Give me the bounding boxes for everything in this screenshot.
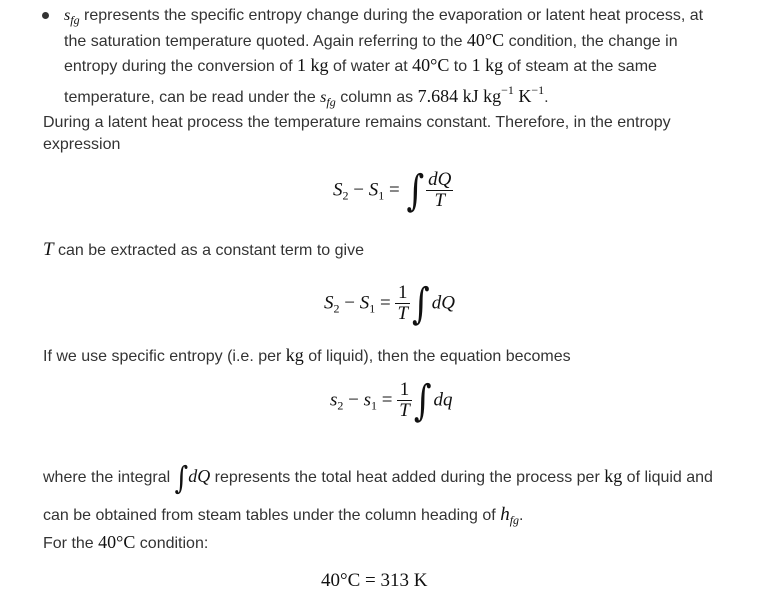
math-subscript: fg [509,513,520,527]
bullet-dot-icon [42,12,49,19]
math-temperature: 40°C [321,570,361,591]
math-operator: = [360,570,381,591]
math-operator: − [348,179,369,201]
paragraph-text: can be extracted as a constant term to give [53,242,364,259]
equation-specific-entropy [330,375,453,426]
bullet-line-3 [64,53,774,78]
integral-icon: ∫ [174,461,189,497]
math-symbol: S [368,179,379,201]
math-symbol: s [330,389,338,411]
integral-icon: ∫ [413,375,432,426]
math-value: 313 K [380,570,428,591]
fraction-denominator: T [399,400,410,421]
math-temperature: 40°C [412,55,450,75]
paragraph-text: where the integral [43,469,175,486]
math-symbol: S [359,292,370,314]
paragraph-text: For the [43,535,99,552]
math-unit: K [513,86,532,106]
paragraph-constant-term [43,239,364,262]
symbol-subscript: fg [326,95,336,109]
fraction-numerator: 1 [399,379,410,400]
math-operator: = [377,389,398,411]
equation-entropy-constant-T [324,278,455,329]
fraction-numerator: 1 [397,282,408,303]
bullet-line-1 [64,3,774,28]
paragraph-text: represents the total heat added during the process per [210,469,605,486]
math-unit: kg [285,345,304,365]
math-subscript: 2 [342,188,349,203]
math-subscript: 2 [333,301,340,316]
integrand: dQ [188,466,211,486]
math-subscript: 2 [337,398,344,413]
paragraph-text: If we use specific entropy (i.e. per [43,348,286,365]
math-operator: = [384,179,405,201]
math-subscript: 1 [369,301,376,316]
bullet-text: the saturation temperature quoted. Again referring to the [64,33,467,50]
paragraph-text: of liquid and [622,469,713,486]
bullet-text: entropy during the conversion of [64,58,298,75]
paragraph-line: During a latent heat process the temperature remains constant. Therefore, in the entropy [43,114,671,131]
symbol-subscript: fg [70,13,80,27]
bullet-text: of steam at the same [503,58,657,75]
bullet-list-item [64,3,774,109]
equation-entropy-integral [333,165,453,216]
fraction [426,170,453,211]
bullet-text: of water at [328,58,413,75]
symbol-s: s [320,89,327,106]
math-operator: = [375,292,396,314]
math-exponent: −1 [531,83,545,97]
fraction [395,283,410,324]
fraction-numerator: dQ [428,169,452,190]
integrand: dq [433,389,453,411]
math-value: 7.684 kJ kg [417,86,502,106]
fraction-denominator: T [426,190,453,211]
equation-temperature-conversion [321,570,427,592]
bullet-text: column as [335,89,418,106]
math-mass: 1 kg [297,55,329,75]
paragraph-line: expression [43,136,121,153]
math-temperature: 40°C [98,532,136,552]
paragraph-specific-entropy [43,344,571,368]
paragraph-condition [43,531,208,555]
paragraph-total-heat [43,458,713,538]
math-subscript: 1 [378,188,385,203]
bullet-text: to [449,58,472,75]
paragraph-line [43,458,713,497]
paragraph-text: . [519,507,524,524]
math-temperature: 40°C [466,30,505,50]
math-symbol: T [43,239,54,260]
bullet-text: . [544,89,549,106]
paragraph-text: of liquid), then the equation becomes [303,348,571,365]
integrand: dQ [431,292,455,314]
math-subscript: 1 [371,398,378,413]
bullet-text: temperature, can be read under the [64,89,321,106]
paragraph-latent-heat [43,112,671,156]
integral-icon: ∫ [412,278,430,329]
math-symbol: S [333,179,343,201]
fraction-denominator: T [397,303,409,324]
bullet-line-2 [64,28,774,53]
math-symbol: s [363,389,372,411]
integral-icon: ∫ [406,165,425,216]
fraction [397,380,412,421]
math-mass: 1 kg [471,55,504,75]
math-unit: kg [604,466,623,486]
bullet-line-4 [64,78,774,109]
bullet-text: represents the specific entropy change during the evaporation or latent heat process, at [79,7,704,24]
paragraph-text: condition: [135,535,209,552]
bullet-text: condition, the change in [504,33,678,50]
symbol-s: s [64,7,71,24]
math-symbol: S [324,292,334,314]
math-operator: − [343,389,364,411]
paragraph-text: can be obtained from steam tables under the column heading of [43,507,501,524]
math-exponent: −1 [501,83,514,97]
math-operator: − [339,292,360,314]
math-symbol: h [500,504,510,525]
